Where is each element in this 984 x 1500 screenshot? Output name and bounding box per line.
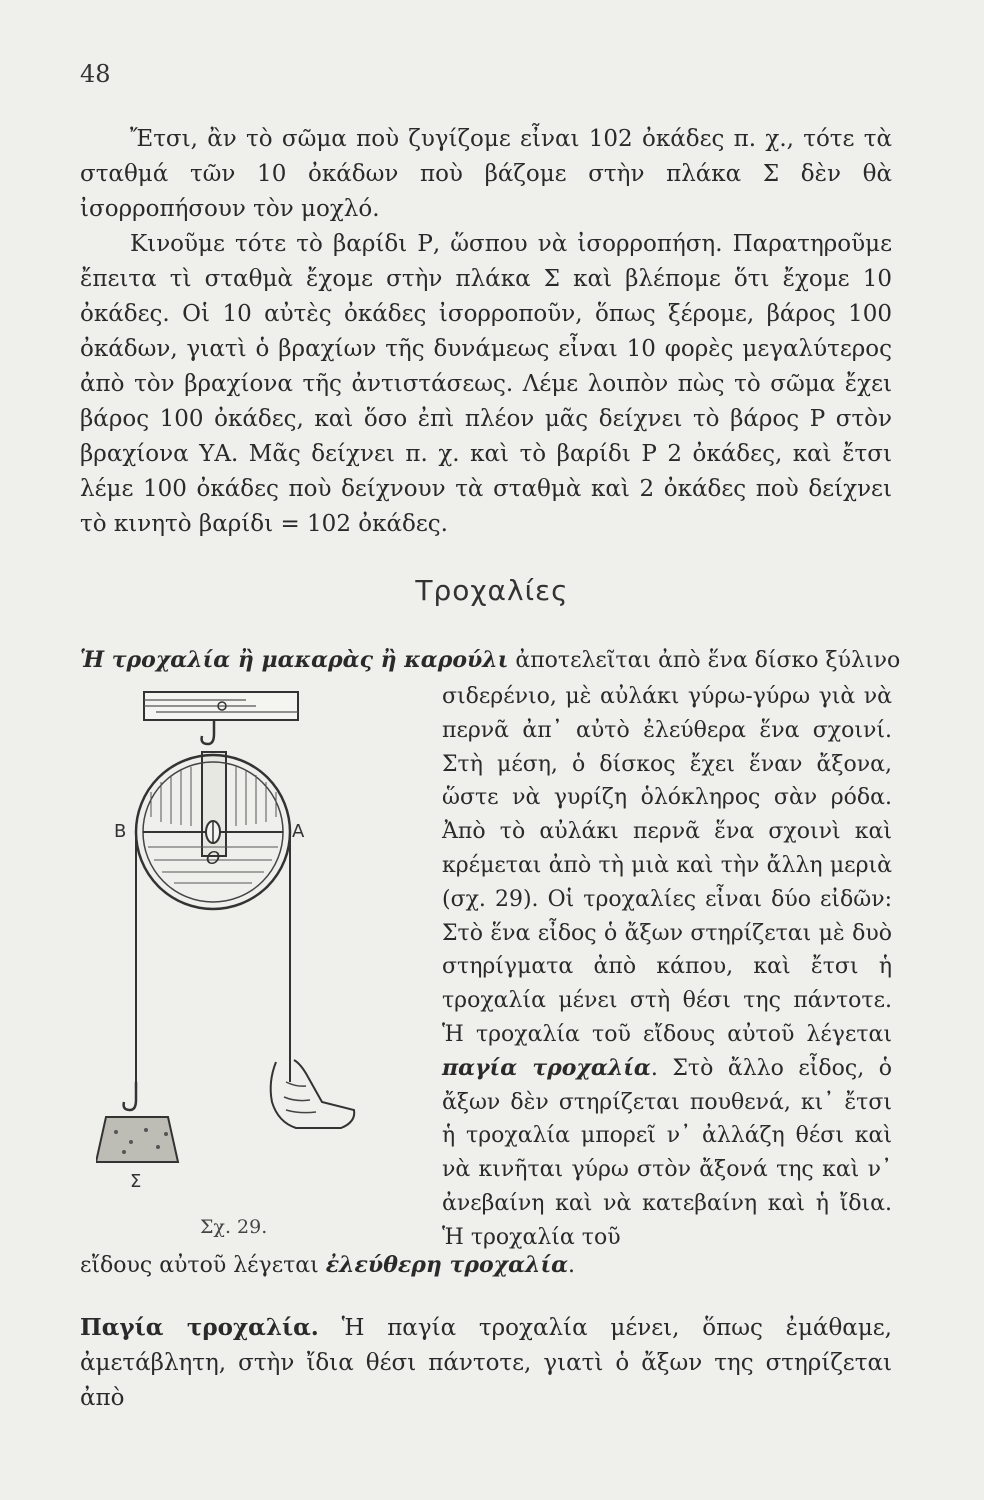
page-number: 48 <box>80 60 111 88</box>
paragraph-3-heading: Παγία τροχαλία. <box>80 1314 319 1341</box>
pulley-lead-rest: ἀποτελεῖται ἀπὸ ἕνα δίσκο ξύλινο <box>508 648 901 673</box>
hand-icon <box>271 1060 355 1128</box>
fixed-pulley-term: παγία τροχαλία <box>442 1054 651 1081</box>
pulley-lead-term: Ἡ τροχαλία ἢ μακαρὰς ἢ καρούλι <box>80 647 509 673</box>
figure-caption: Σχ. 29. <box>200 1216 268 1238</box>
pulley-body-mid: . Στὸ ἄλλο εἶδος, ὁ ἄξων δὲν στηρίζεται πουθενά, κι᾽ ἔτσι ἡ τροχαλία μπορεῖ ν᾽ ἀλλάζη θέσι καὶ νὰ κινῆται γύρω στὸν ἄξονά της καὶ ν᾽ ἀνεβαίνη καὶ νὰ κατεβαίνη καὶ ἡ ἴδια. Ἡ τροχαλία τοῦ <box>442 1055 892 1250</box>
weight-hook <box>124 1082 136 1110</box>
paragraph-3-text: Ἡ παγία τροχαλία μένει, ὅπως ἐμάθαμε, ἀμετάβλητη, στὴν ἴδια θέσι πάντοτε, γιατὶ ὁ ἄξων της στηρίζεται ἀπὸ <box>80 1315 892 1411</box>
ceiling-beam <box>144 692 298 720</box>
free-pulley-term: ἐλεύθερη τροχαλία <box>325 1252 569 1278</box>
paragraph-1 <box>80 122 892 542</box>
weight-block <box>96 1117 178 1162</box>
paragraph-1-text: Ἔτσι, ἂν τὸ σῶμα ποὺ ζυγίζομε εἶναι 102 ὀκάδες π. χ., τότε τὰ σταθμά τῶν 10 ὀκάδων ποὺ βάζομε στὴν πλάκα Σ δὲν θὰ ἰσορροπήσουν τὸν μοχλό. <box>80 126 892 222</box>
label-b: Β <box>114 821 127 842</box>
paragraph-2-text: Κινοῦμε τότε τὸ βαρίδι Ρ, ὥσπου νὰ ἰσορροπήση. Παρατηροῦμε ἔπειτα τὶ σταθμὰ ἔχομε στὴν πλάκα Σ καὶ βλέπομε ὅτι ἔχομε 10 ὀκάδες. Οἱ 10 αὐτὲς ὀκάδες ἰσορροποῦν, ὅπως ξέρομε, βάρος 100 ὀκάδων, γιατὶ ὁ βραχίων τῆς δυνάμεως εἶναι 10 φορὲς μεγαλύτερος ἀπὸ τὸν βραχίονα τῆς ἀντιστάσεως. Λέμε λοιπὸν πὼς τὸ σῶμα ἔχει βάρος 100 ὀκάδες, καὶ ὅσο ἐπὶ πλέον μᾶς δείχνει τὸ βάρος Ρ στὸν βραχίονα ΥΑ. Μᾶς δείχνει π. χ. καὶ τὸ βαρίδι Ρ 2 ὀκάδες, καὶ ἔτσι λέμε 100 ὀκάδες ποὺ δείχνουν τὰ σταθμὰ καὶ 2 ὀκάδες ποὺ δείχνει τὸ κινητὸ βαρίδι = 102 ὀκάδες. <box>80 231 892 537</box>
pulley-tail-start: εἴδους αὐτοῦ λέγεται <box>80 1253 326 1278</box>
pulley-figure <box>96 682 436 1242</box>
pulley-body-start: σιδερένιο, μὲ αὐλάκι γύρω-γύρω γιὰ νὰ περνᾶ ἀπ᾽ αὐτὸ ἐλεύθερα ἕνα σχοινί. Στὴ μέση, ὁ δίσκος ἔχει ἕναν ἄξονα, ὥστε νὰ γυρίζη ὁλόκληρος σὰν ρόδα. Ἀπὸ τὸ αὐλάκι περνᾶ ἕνα σχοινὶ καὶ κρέμεται ἀπὸ τὴ μιὰ καὶ τὴν ἄλλη μεριὰ (σχ. 29). Οἱ τροχαλίες εἶναι δύο εἰδῶν: Στὸ ἕνα εἶδος ὁ ἄξων στηρίζεται μὲ δυὸ στηρίγματα ἀπὸ κάπου, καὶ ἔτσι ἡ τροχαλία μένει στὴ θέσι της πάντοτε. Ἡ τροχαλία τοῦ εἴδους αὐτοῦ λέγεται <box>442 684 892 1047</box>
label-o: Ο <box>206 848 221 869</box>
hanger-hook <box>202 720 214 744</box>
pulley-lead-line <box>80 643 901 678</box>
pulley-description <box>442 680 892 1255</box>
label-sigma: Σ <box>130 1171 142 1192</box>
paragraph-3 <box>80 1310 892 1416</box>
section-title: Τροχαλίες <box>415 574 569 607</box>
label-a: Α <box>292 821 305 842</box>
pulley-tail-line <box>80 1248 575 1283</box>
pulley-tail-end: . <box>568 1253 576 1278</box>
